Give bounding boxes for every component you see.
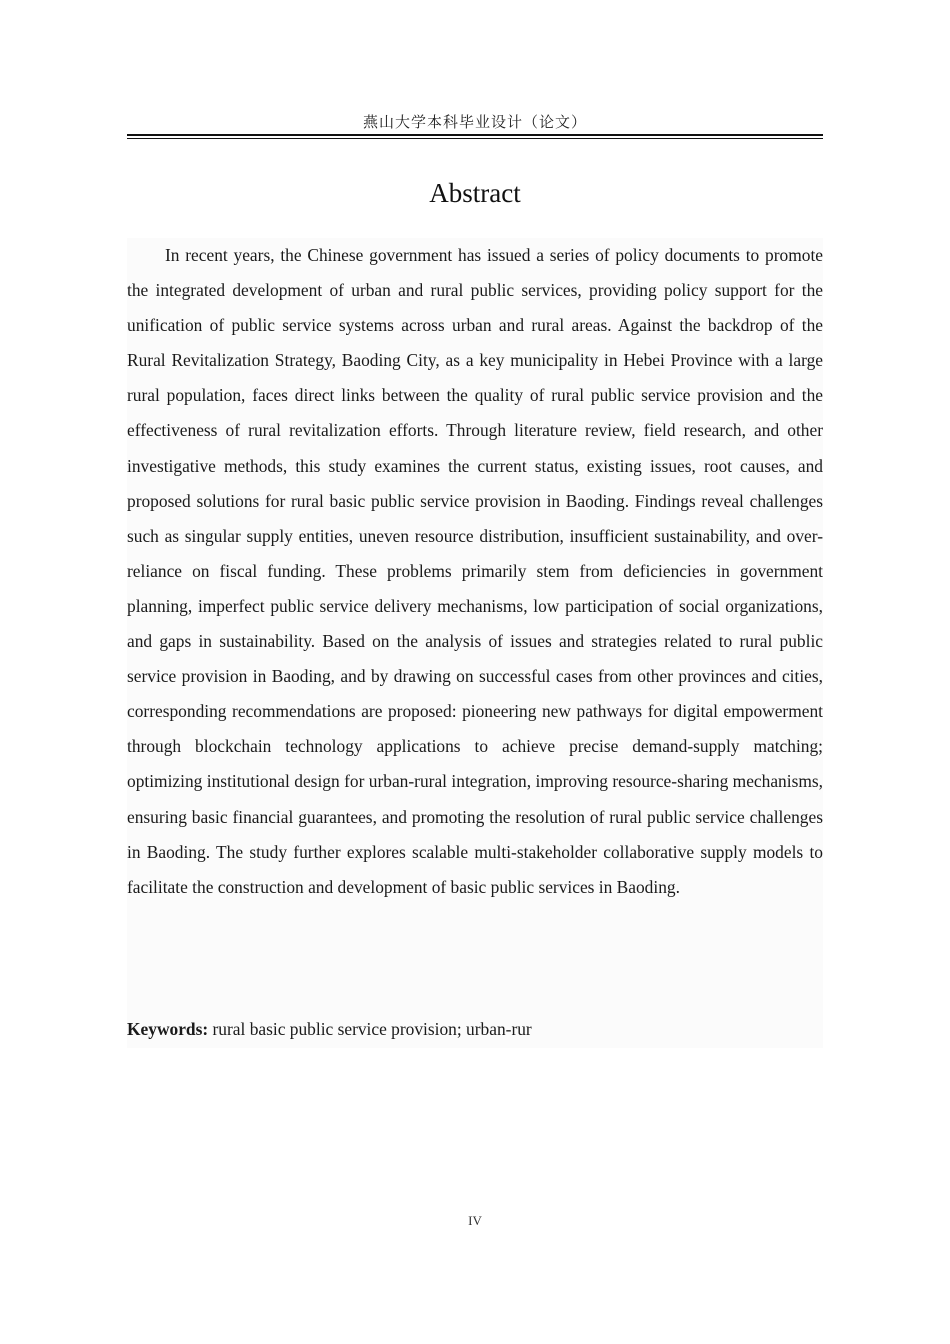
abstract-paragraph: In recent years, the Chinese government has issued a series of policy documents to promote the integrated development of urban and rural public services, providing policy support for the unification of public service systems across urban and rural areas. Against the backdrop of the Rural Revitalization Strategy, Baoding City, as a key municipality in Hebei Province with a large rural population, faces direct links between the quality of rural public service provision and the effectiveness of rural revitalization efforts. Through literature review, field research, and other investigative methods, this study examines the current status, existing issues, root causes, and proposed solutions for rural basic public service provision in Baoding. Findings reveal challenges such as singular supply entities, uneven resource distribution, insufficient sustainability, and over-reliance on fiscal funding. These problems primarily stem from deficiencies in government planning, imperfect public service delivery mechanisms, low participation of social organizations, and gaps in sustainability. Based on the analysis of issues and strategies related to rural public service provision in Baoding, and by drawing on successful cases from other provinces and cities, corresponding recommendations are proposed: pioneering new pathways for digital empowerment through blockchain technology applications to achieve precise demand-supply matching; optimizing institutional design for urban-rural integration, improving resource-sharing mechanisms, ensuring basic financial guarantees, and promoting the resolution of rural public service challenges in Baoding. The study further explores scalable multi-stakeholder collaborative supply models to facilitate the construction and development of basic public services in Baoding.: [127, 245, 823, 897]
keywords-label: Keywords:: [127, 1019, 209, 1039]
keywords-line: [127, 1014, 532, 1044]
running-header: 燕山大学本科毕业设计（论文）: [362, 115, 587, 131]
header-rule-thin: [127, 138, 823, 139]
abstract-section: [127, 238, 823, 1048]
page-number: IV: [468, 1213, 482, 1228]
page-title: Abstract: [429, 178, 521, 208]
header-rule-thick: [127, 134, 823, 136]
keywords-value: rural basic public service provision; urban-rur: [212, 1019, 532, 1039]
